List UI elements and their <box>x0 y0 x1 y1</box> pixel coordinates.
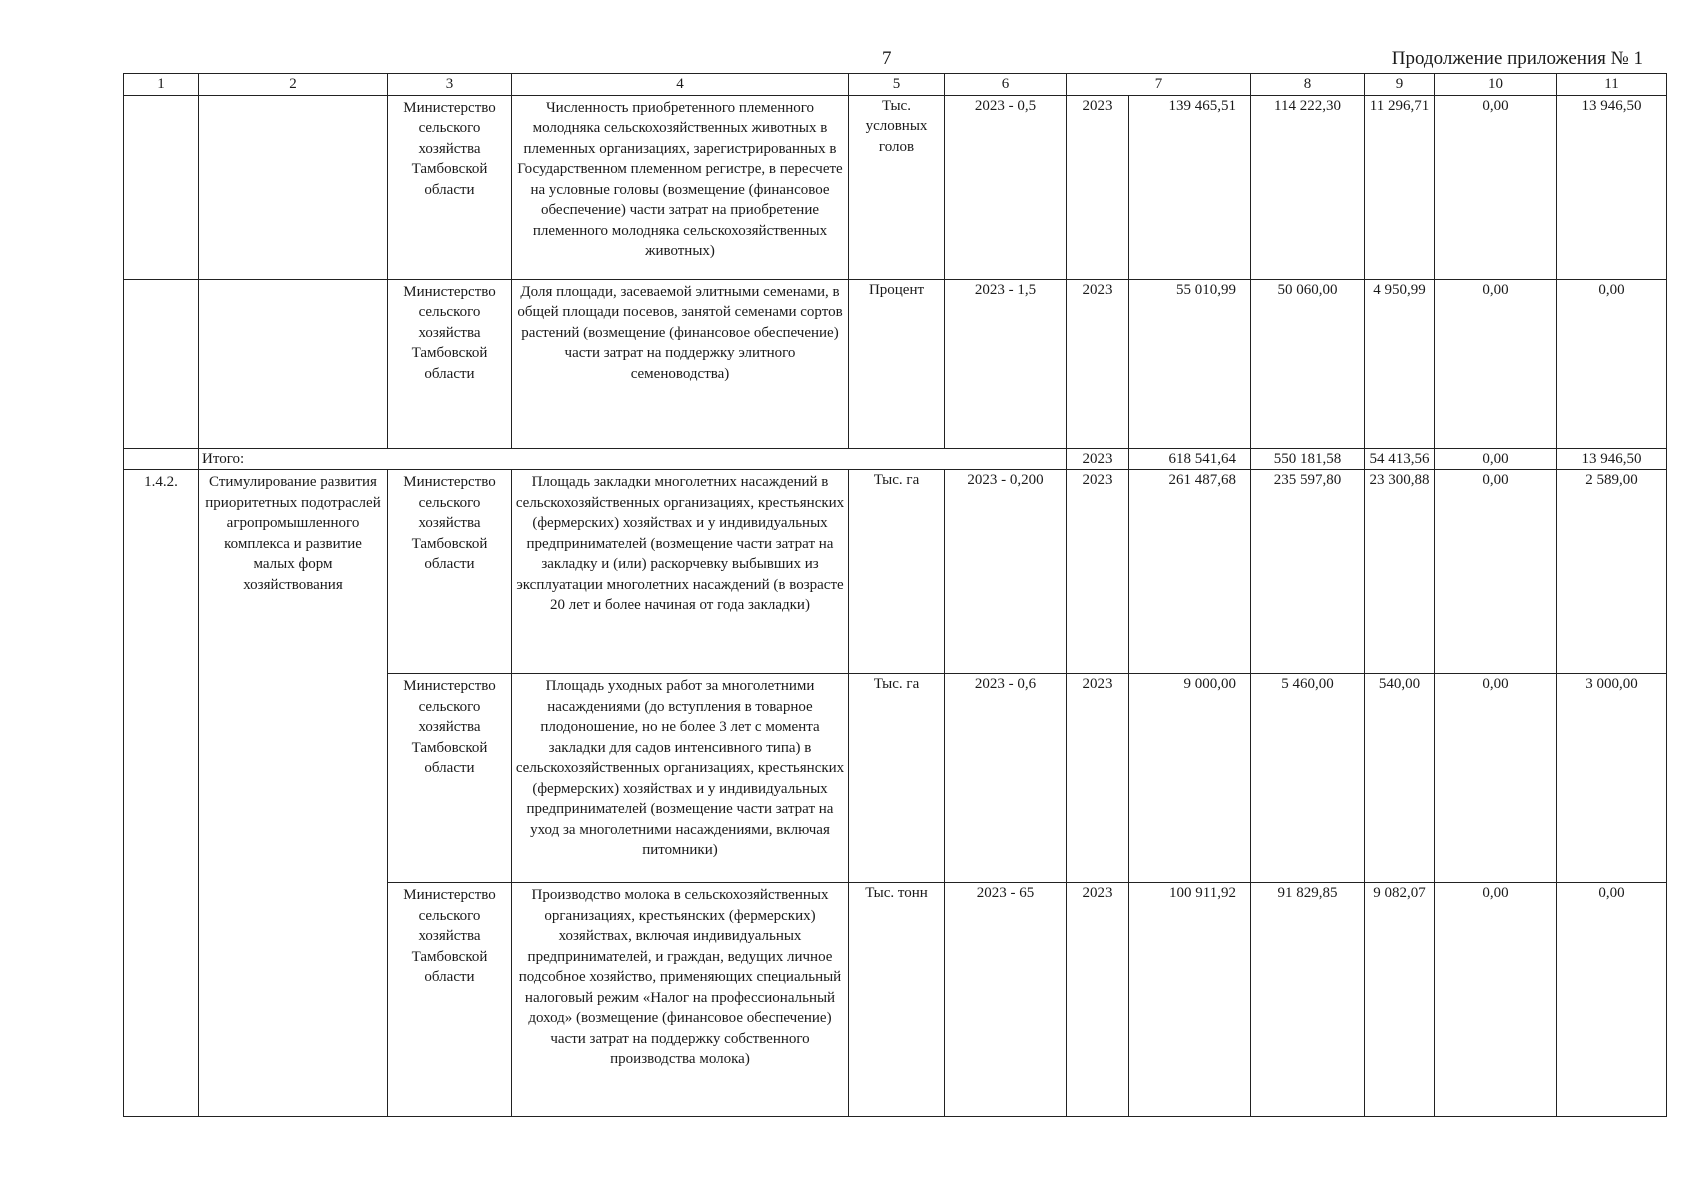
local-cell: 0,00 <box>1435 470 1557 674</box>
federal-cell: 91 829,85 <box>1251 883 1365 1117</box>
unit-cell: Тыс. га <box>849 674 945 883</box>
federal-cell: 50 060,00 <box>1251 279 1365 448</box>
code-cell <box>124 95 199 279</box>
regional-cell: 11 296,71 <box>1365 95 1435 279</box>
indicator-cell: Площадь закладки многолетних насаждений в сельскохозяйственных организациях, крестьянских (фермерских) хозяйствах и у индивидуальных предпринимателей (возмещение части затрат на закладку и (или) раскорчевку выбывших из эксплуатации многолетних насаждений (в возрасте 20 лет и более начиная от года закладки) <box>512 470 849 674</box>
federal-cell: 5 460,00 <box>1251 674 1365 883</box>
other-cell: 0,00 <box>1557 883 1667 1117</box>
col-header: 9 <box>1365 74 1435 96</box>
table-row <box>124 470 1667 674</box>
year-cell: 2023 <box>1067 674 1129 883</box>
table-row <box>124 279 1667 448</box>
col-header: 8 <box>1251 74 1365 96</box>
total-cell: 618 541,64 <box>1129 448 1251 470</box>
ministry-cell: Министерство сельского хозяйства Тамбовской области <box>388 95 512 279</box>
other-cell: 13 946,50 <box>1557 448 1667 470</box>
col-header: 11 <box>1557 74 1667 96</box>
col-header: 3 <box>388 74 512 96</box>
code-cell <box>124 279 199 448</box>
local-cell: 0,00 <box>1435 674 1557 883</box>
name-cell <box>199 95 388 279</box>
local-cell: 0,00 <box>1435 279 1557 448</box>
indicator-cell: Численность приобретенного племенного молодняка сельскохозяйственных животных в племенных организациях, зарегистрированных в Государственном племенном регистре, в пересчете на условные головы (возмещение (финансовое обеспечение) части затрат на приобретение племенного молодняка сельскохозяйственных животных) <box>512 95 849 279</box>
indicator-cell: Площадь уходных работ за многолетними насаждениями (до вступления в товарное плодоношение, но не более 3 лет с момента закладки для садов интенсивного типа) в сельскохозяйственных организациях, крестьянских (фермерских) хозяйствах и у индивидуальных предпринимателей (возмещение части затрат на уход за многолетними насаждениями, включая питомники) <box>512 674 849 883</box>
program-table <box>123 73 1667 1117</box>
target-cell: 2023 - 1,5 <box>945 279 1067 448</box>
unit-cell: Тыс. тонн <box>849 883 945 1117</box>
total-row <box>124 448 1667 470</box>
regional-cell: 4 950,99 <box>1365 279 1435 448</box>
other-cell: 3 000,00 <box>1557 674 1667 883</box>
ministry-cell: Министерство сельского хозяйства Тамбовской области <box>388 674 512 883</box>
table-row <box>124 95 1667 279</box>
ministry-cell: Министерство сельского хозяйства Тамбовской области <box>388 279 512 448</box>
total-cell: 55 010,99 <box>1129 279 1251 448</box>
appendix-reference: Продолжение приложения № 1 <box>1391 48 1643 69</box>
federal-cell: 550 181,58 <box>1251 448 1365 470</box>
col-header: 5 <box>849 74 945 96</box>
ministry-cell: Министерство сельского хозяйства Тамбовской области <box>388 883 512 1117</box>
local-cell: 0,00 <box>1435 448 1557 470</box>
indicator-cell: Доля площади, засеваемой элитными семенами, в общей площади посевов, занятой семенами сортов растений (возмещение (финансовое обеспечение) части затрат на поддержку элитного семеноводства) <box>512 279 849 448</box>
total-cell: 100 911,92 <box>1129 883 1251 1117</box>
year-cell: 2023 <box>1067 883 1129 1117</box>
col-header: 2 <box>199 74 388 96</box>
total-cell: 261 487,68 <box>1129 470 1251 674</box>
total-cell: 139 465,51 <box>1129 95 1251 279</box>
column-number-row <box>124 74 1667 96</box>
col-header: 1 <box>124 74 199 96</box>
target-cell: 2023 - 0,5 <box>945 95 1067 279</box>
other-cell: 2 589,00 <box>1557 470 1667 674</box>
indicator-cell: Производство молока в сельскохозяйственных организациях, крестьянских (фермерских) хозяйствах, включая индивидуальных предпринимателей, и граждан, ведущих личное подсобное хозяйство, применяющих специальный налоговый режим «Налог на профессиональный доход» (возмещение (финансовое обеспечение) части затрат на поддержку собственного производства молока) <box>512 883 849 1117</box>
col-header: 10 <box>1435 74 1557 96</box>
regional-cell: 23 300,88 <box>1365 470 1435 674</box>
year-cell: 2023 <box>1067 279 1129 448</box>
col-header: 6 <box>945 74 1067 96</box>
section-code: 1.4.2. <box>124 470 199 1117</box>
other-cell: 13 946,50 <box>1557 95 1667 279</box>
unit-cell: Тыс. га <box>849 470 945 674</box>
unit-cell: Тыс. условных голов <box>849 95 945 279</box>
year-cell: 2023 <box>1067 95 1129 279</box>
page-number: 7 <box>882 48 892 69</box>
year-cell: 2023 <box>1067 470 1129 674</box>
regional-cell: 540,00 <box>1365 674 1435 883</box>
regional-cell: 9 082,07 <box>1365 883 1435 1117</box>
name-cell <box>199 279 388 448</box>
col-header: 4 <box>512 74 849 96</box>
federal-cell: 235 597,80 <box>1251 470 1365 674</box>
col-header: 7 <box>1067 74 1251 96</box>
local-cell: 0,00 <box>1435 95 1557 279</box>
code-cell <box>124 448 199 470</box>
federal-cell: 114 222,30 <box>1251 95 1365 279</box>
total-label: Итого: <box>199 448 1067 470</box>
other-cell: 0,00 <box>1557 279 1667 448</box>
year-cell: 2023 <box>1067 448 1129 470</box>
target-cell: 2023 - 0,200 <box>945 470 1067 674</box>
unit-cell: Процент <box>849 279 945 448</box>
ministry-cell: Министерство сельского хозяйства Тамбовской области <box>388 470 512 674</box>
regional-cell: 54 413,56 <box>1365 448 1435 470</box>
target-cell: 2023 - 65 <box>945 883 1067 1117</box>
section-name: Стимулирование развития приоритетных подотраслей агропромышленного комплекса и развитие малых форм хозяйствования <box>199 470 388 1117</box>
total-cell: 9 000,00 <box>1129 674 1251 883</box>
target-cell: 2023 - 0,6 <box>945 674 1067 883</box>
local-cell: 0,00 <box>1435 883 1557 1117</box>
